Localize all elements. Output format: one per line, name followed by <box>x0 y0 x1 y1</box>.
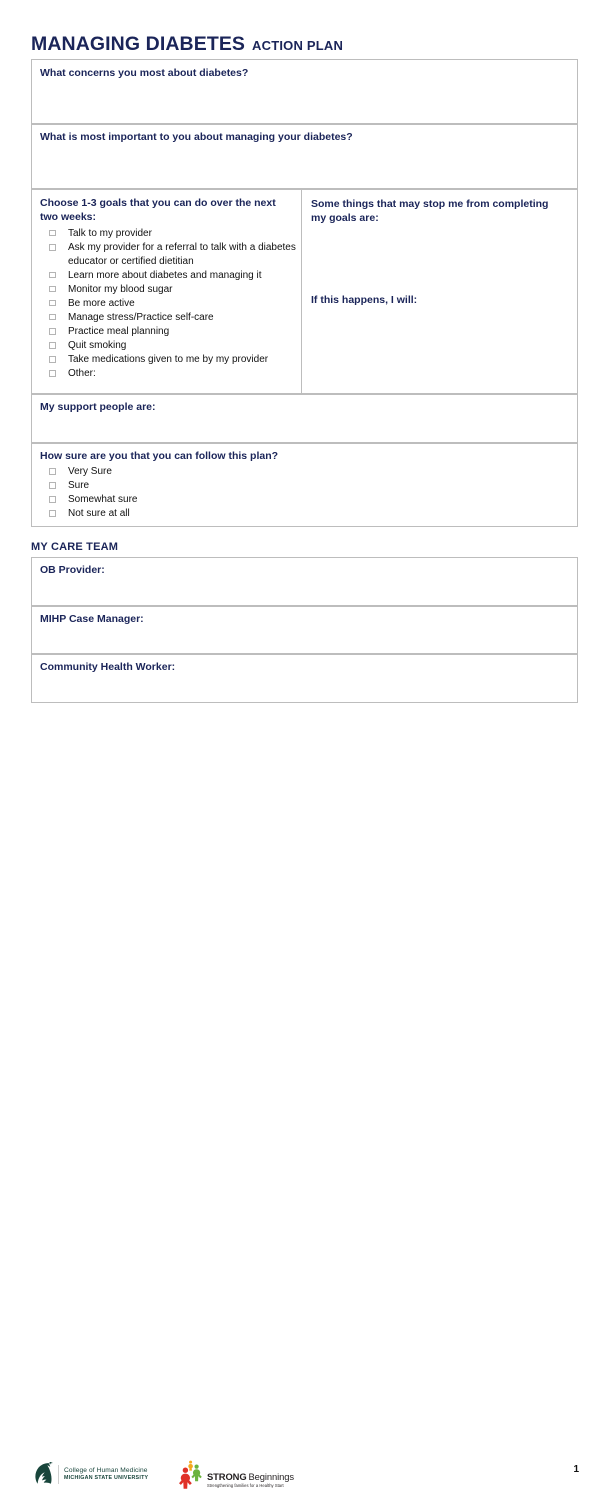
important-response-box[interactable] <box>31 124 578 189</box>
checkbox-icon[interactable] <box>49 230 56 237</box>
goal-item-label: Manage stress/Practice self-care <box>64 311 301 325</box>
confidence-option-item[interactable] <box>49 507 577 521</box>
goal-item[interactable] <box>49 241 301 268</box>
care-team-row-ob-provider[interactable] <box>31 557 578 606</box>
confidence-option-item[interactable] <box>49 479 577 493</box>
checkbox-icon[interactable] <box>49 510 56 517</box>
checkbox-icon[interactable] <box>49 342 56 349</box>
msu-logo <box>33 1462 148 1486</box>
goal-item-label: Learn more about diabetes and managing it <box>64 269 301 283</box>
goals-checklist <box>32 227 301 381</box>
checkbox-icon[interactable] <box>49 356 56 363</box>
goal-item[interactable] <box>49 339 301 353</box>
msu-university-name: MICHIGAN STATE UNIVERSITY <box>64 1475 148 1481</box>
strong-beginnings-wordmark <box>207 1471 294 1482</box>
goal-item-label: Practice meal planning <box>64 325 301 339</box>
checkbox-icon[interactable] <box>49 482 56 489</box>
goals-heading: Choose 1-3 goals that you can do over the next two weeks: <box>32 190 301 225</box>
concerns-question-label: What concerns you most about diabetes? <box>32 60 577 80</box>
community-health-worker-label: Community Health Worker: <box>32 655 577 674</box>
page-title-subtitle: ACTION PLAN <box>252 38 343 53</box>
goal-item-label: Quit smoking <box>64 339 301 353</box>
checkbox-icon[interactable] <box>49 272 56 279</box>
checkbox-icon[interactable] <box>49 370 56 377</box>
concerns-response-box[interactable] <box>31 59 578 124</box>
strong-beginnings-word-beginnings: Beginnings <box>249 1471 294 1482</box>
page-footer <box>0 728 612 776</box>
care-team-row-mihp-case-manager[interactable] <box>31 606 578 654</box>
strong-beginnings-text <box>207 1471 294 1489</box>
goal-item-label: Talk to my provider <box>64 227 301 241</box>
barriers-column <box>302 190 577 393</box>
goal-item[interactable] <box>49 325 301 339</box>
goal-item-label: Ask my provider for a referral to talk with a diabetes educator or certified dietitian <box>64 241 301 268</box>
goal-item[interactable] <box>49 297 301 311</box>
confidence-option-item-label: Very Sure <box>64 465 577 479</box>
goal-item[interactable] <box>49 227 301 241</box>
confidence-options-list <box>32 465 577 521</box>
care-team-row-community-health-worker[interactable] <box>31 654 578 703</box>
page-title <box>31 33 343 56</box>
important-question-label: What is most important to you about managing your diabetes? <box>32 125 577 144</box>
goal-item[interactable] <box>49 283 301 297</box>
confidence-option-item-label: Somewhat sure <box>64 493 577 507</box>
strong-beginnings-figures-icon <box>178 1459 204 1489</box>
strong-beginnings-word-strong: STRONG <box>207 1471 247 1482</box>
goal-item[interactable] <box>49 311 301 325</box>
goal-item[interactable] <box>49 353 301 367</box>
goal-item-label: Monitor my blood sugar <box>64 283 301 297</box>
page-title-main: MANAGING DIABETES <box>31 33 245 56</box>
checkbox-icon[interactable] <box>49 496 56 503</box>
goals-checklist-column <box>32 190 301 393</box>
checkbox-icon[interactable] <box>49 468 56 475</box>
confidence-option-item-label: Sure <box>64 479 577 493</box>
confidence-option-item[interactable] <box>49 493 577 507</box>
msu-logo-text <box>64 1467 148 1481</box>
support-people-box[interactable] <box>31 394 578 443</box>
checkbox-icon[interactable] <box>49 300 56 307</box>
checkbox-icon[interactable] <box>49 314 56 321</box>
msu-college-name: College of Human Medicine <box>64 1467 148 1474</box>
ob-provider-label: OB Provider: <box>32 558 577 577</box>
goal-item-label: Take medications given to me by my provider <box>64 353 301 367</box>
checkbox-icon[interactable] <box>49 244 56 251</box>
if-this-happens-heading: If this happens, I will: <box>311 294 561 308</box>
goal-item[interactable] <box>49 269 301 283</box>
goal-item-label: Other: <box>64 367 301 381</box>
mihp-case-manager-label: MIHP Case Manager: <box>32 607 577 626</box>
checkbox-icon[interactable] <box>49 328 56 335</box>
confidence-option-item[interactable] <box>49 465 577 479</box>
barriers-heading: Some things that may stop me from completing my goals are: <box>311 198 561 225</box>
support-people-label: My support people are: <box>32 395 577 414</box>
confidence-section <box>31 443 578 527</box>
confidence-question-label: How sure are you that you can follow this plan? <box>32 444 577 463</box>
strong-beginnings-tagline: Strengthening families for a Healthy Start <box>207 1483 294 1488</box>
msu-logo-divider <box>58 1465 59 1484</box>
goals-section <box>31 189 578 394</box>
care-team-heading: MY CARE TEAM <box>31 541 118 553</box>
confidence-option-item-label: Not sure at all <box>64 507 577 521</box>
checkbox-icon[interactable] <box>49 286 56 293</box>
page-number: 1 <box>573 1464 579 1475</box>
strong-beginnings-logo <box>178 1459 294 1489</box>
goal-item-label: Be more active <box>64 297 301 311</box>
spartan-helmet-icon <box>33 1462 53 1486</box>
goal-item[interactable] <box>49 367 301 381</box>
